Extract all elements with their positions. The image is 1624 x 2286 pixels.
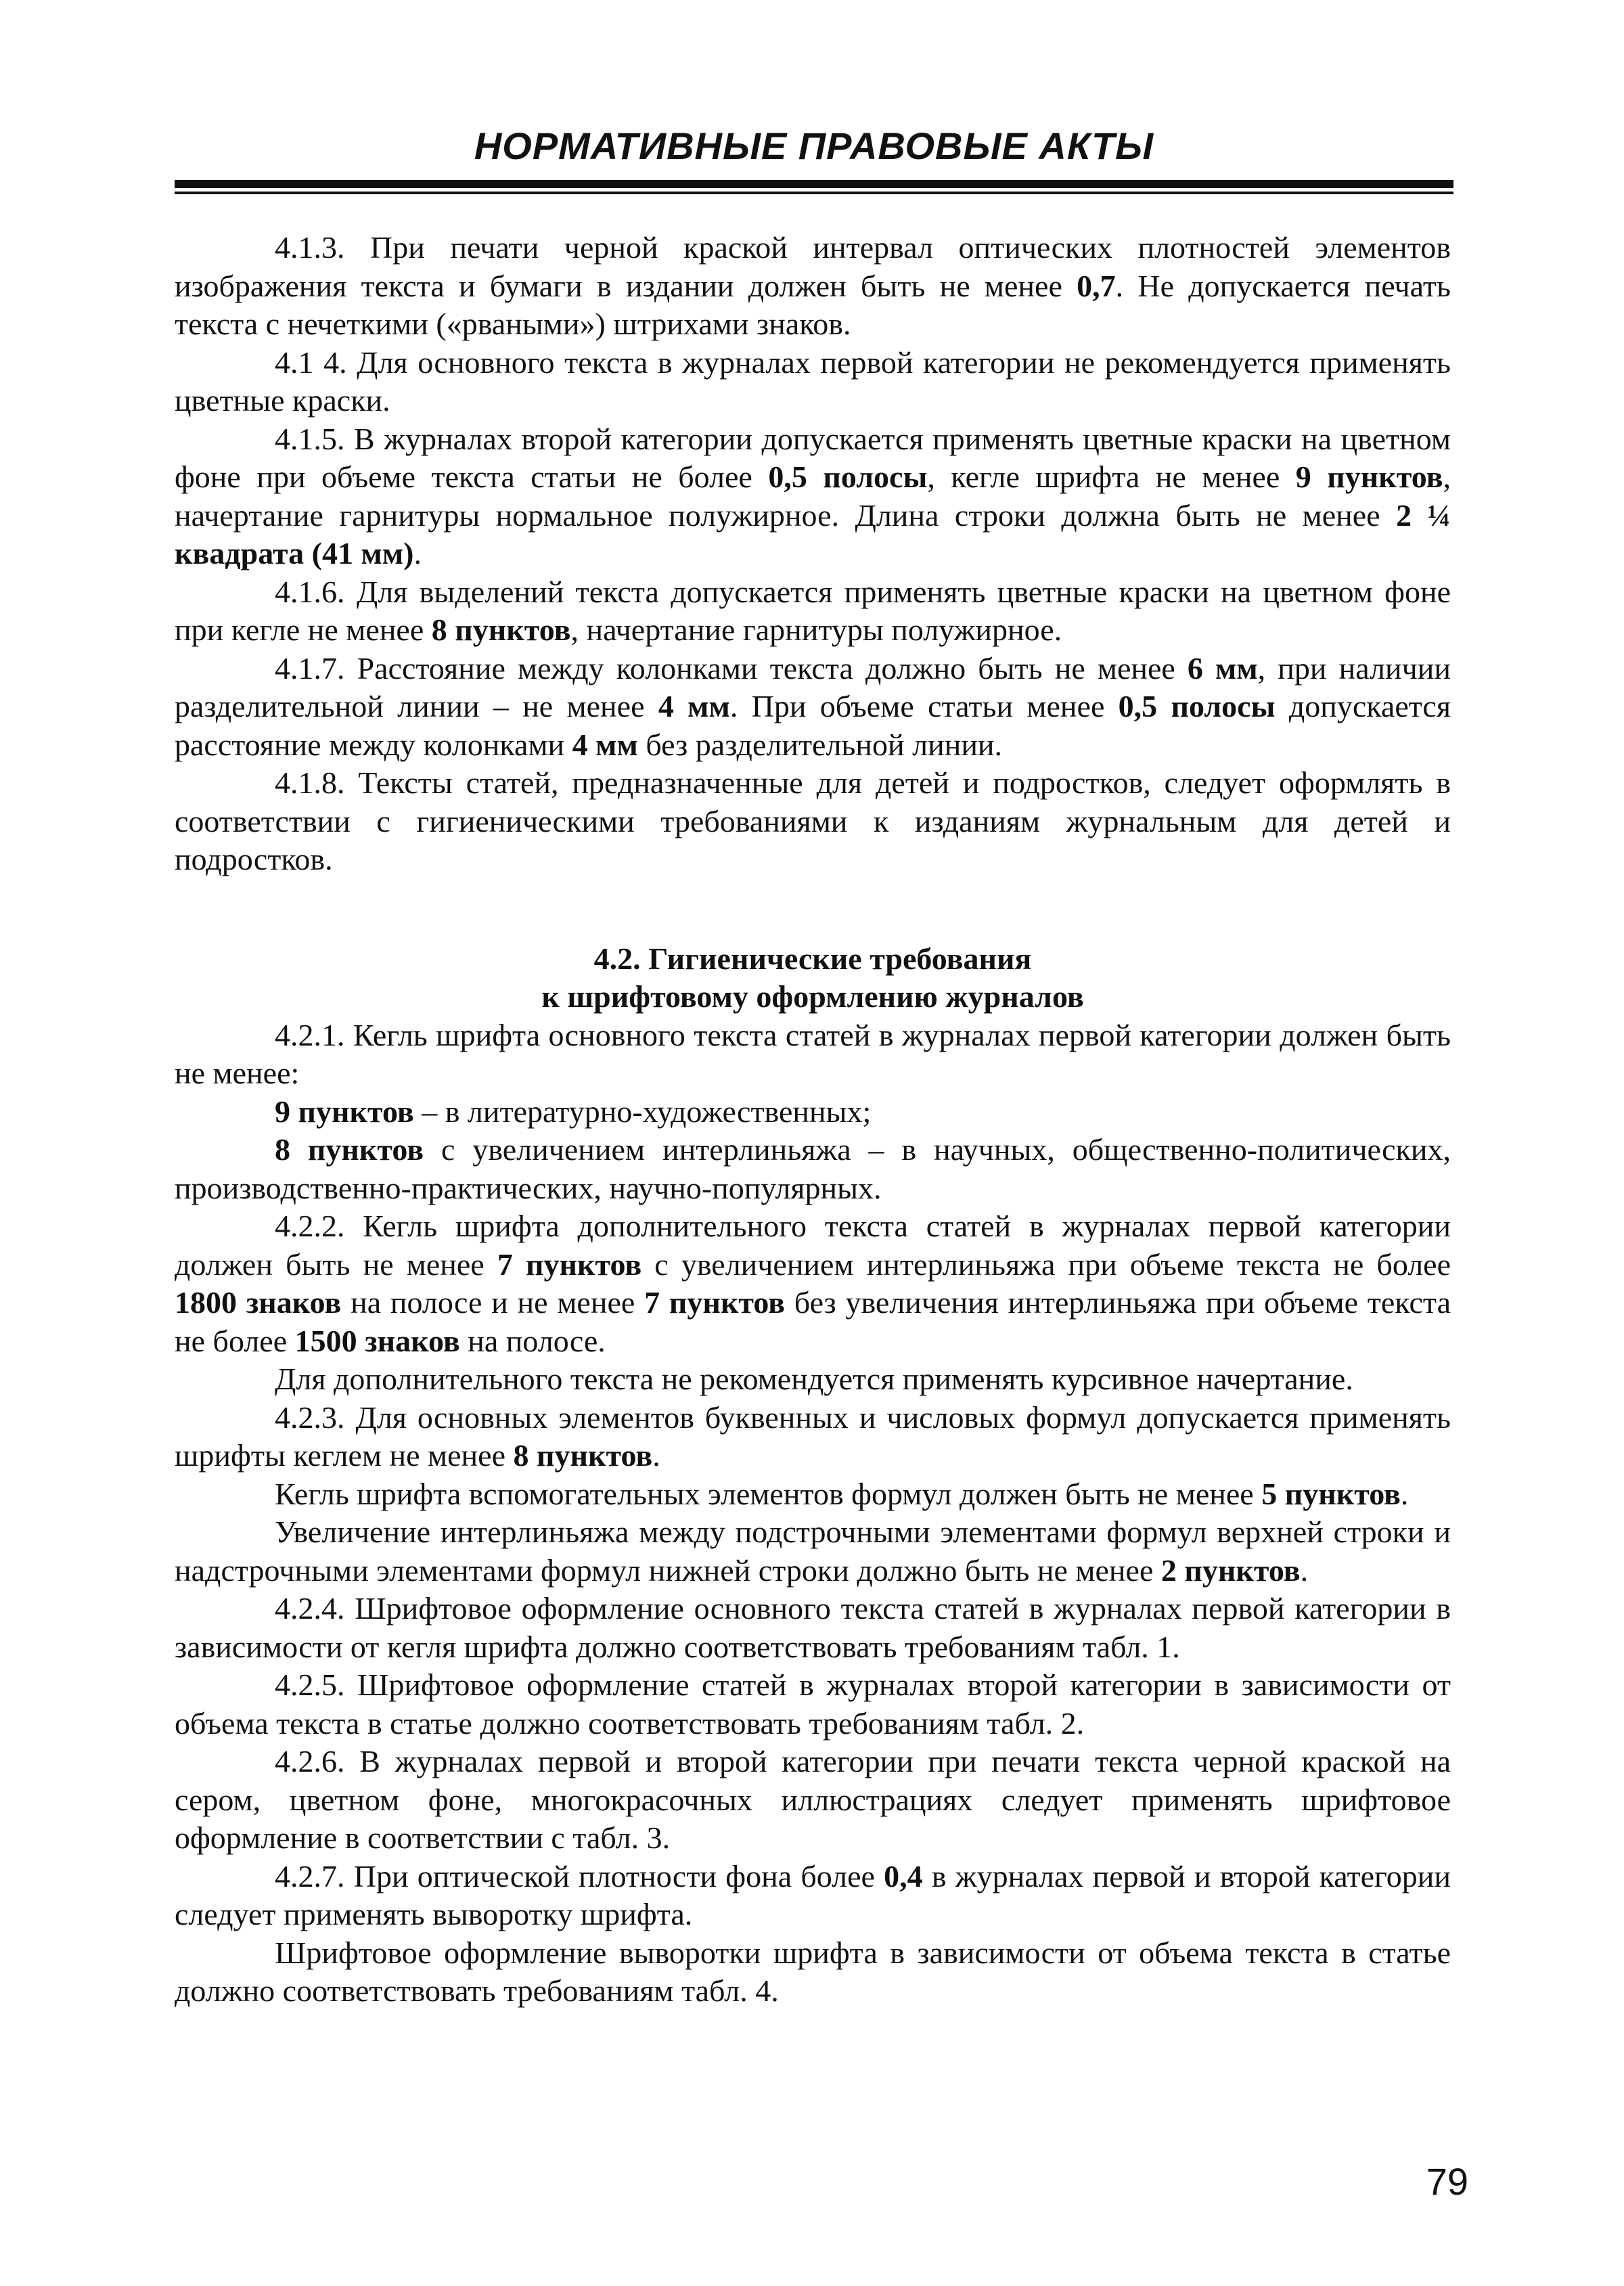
paragraph-4-2-3: 4.2.3. Для основных элементов буквенных и числовых формул допускается применять шрифты кеглем не менее 8 пунктов. xyxy=(175,1399,1451,1473)
section-heading-line-1: 4.2. Гигиенические требования xyxy=(593,941,1032,976)
paragraph-4-2-2: 4.2.2. Кегль шрифта дополнительного текста статей в журналах первой категории должен быть не менее 7 пунктов с увеличением интерлиньяжа при объеме текста не более 1800 знаков на полосе и не менее 7 пунктов без увеличения интерлиньяжа при объеме текста не более 1500 знаков на полосе. xyxy=(175,1209,1451,1358)
running-header-title: НОРМАТИВНЫЕ ПРАВОВЫЕ АКТЫ xyxy=(474,125,1154,167)
paragraph-4-2-7: 4.2.7. При оптической плотности фона более 0,4 в журналах первой и второй категории следует применять выворотку шрифта. xyxy=(175,1858,1451,1931)
header-rule xyxy=(175,180,1453,188)
header-rule-thin xyxy=(175,192,1453,194)
page-number: 79 xyxy=(1426,2160,1468,2203)
section-heading-line-2: к шрифтовому оформлению журналов xyxy=(541,979,1084,1014)
paragraph-italic-note: Для дополнительного текста не рекомендуется применять курсивное начертание. xyxy=(275,1362,1353,1396)
paragraph-4-2-6: 4.2.6. В журналах первой и второй категории при печати текста черной краской на сером, цветном фоне, многокрасочных иллюстрациях следует применять шрифтовое оформление в соответствии с табл. 3. xyxy=(175,1744,1451,1855)
paragraph-4-1-6: 4.1.6. Для выделений текста допускается применять цветные краски на цветном фоне при кегле не менее 8 пунктов, начертание гарнитуры полужирное. xyxy=(175,574,1451,647)
paragraph-4-2-1: 4.2.1. Кегль шрифта основного текста статей в журналах первой категории должен быть не менее: xyxy=(175,1017,1451,1090)
paragraph-4-1-7: 4.1.7. Расстояние между колонками текста должно быть не менее 6 мм, при наличии разделительной линии – не менее 4 мм. При объеме статьи менее 0,5 полосы допускается расстояние между колонками 4 мм без разделительной линии. xyxy=(175,650,1451,762)
list-item-literary: 9 пунктов – в литературно-художественных; xyxy=(275,1094,872,1129)
paragraph-4-1-8: 4.1.8. Тексты статей, предназначенные для детей и подростков, следует оформлять в соответствии с гигиеническими требованиями к изданиям журнальным для детей и подростков. xyxy=(175,765,1451,876)
section-gap xyxy=(175,879,1451,940)
paragraph-4-2-4: 4.2.4. Шрифтовое оформление основного текста статей в журналах первой категории в зависимости от кегля шрифта должно соответствовать требованиям табл. 1. xyxy=(175,1591,1451,1664)
paragraph-4-2-5: 4.2.5. Шрифтовое оформление статей в журналах второй категории в зависимости от объема текста в статье должно соответствовать требованиям табл. 2. xyxy=(175,1667,1451,1741)
paragraph-reverse-print: Шрифтовое оформление выворотки шрифта в зависимости от объема текста в статье должно соответствовать требованиям табл. 4. xyxy=(175,1935,1451,2008)
paragraph-interline: Увеличение интерлиньяжа между подстрочными элементами формул верхней строки и надстрочными элементами формул нижней строки должно быть не менее 2 пунктов. xyxy=(175,1515,1451,1588)
paragraph-4-1-5: 4.1.5. В журналах второй категории допускается применять цветные краски на цветном фоне при объеме текста статьи не более 0,5 полосы, кегле шрифта не менее 9 пунктов, начертание гарнитуры нормальное полужирное. Длина строки должна быть не менее 2 ¼ квадрата (41 мм). xyxy=(175,421,1451,570)
paragraph-aux-formula: Кегль шрифта вспомогательных элементов формул должен быть не менее 5 пунктов. xyxy=(275,1476,1409,1511)
page-body xyxy=(175,229,1451,2011)
list-item-scientific: 8 пунктов с увеличением интерлиньяжа – в научных, общественно-политических, производственно-практических, научно-популярных. xyxy=(175,1132,1451,1205)
paragraph-4-1-4: 4.1 4. Для основного текста в журналах первой категории не рекомендуется применять цветные краски. xyxy=(175,344,1451,418)
paragraph-4-1-3: 4.1.3. При печати черной краской интервал оптических плотностей элементов изображения текста и бумаги в издании должен быть не менее 0,7. Не допускается печать текста с нечеткими («рваными») штрихами знаков. xyxy=(175,230,1451,341)
